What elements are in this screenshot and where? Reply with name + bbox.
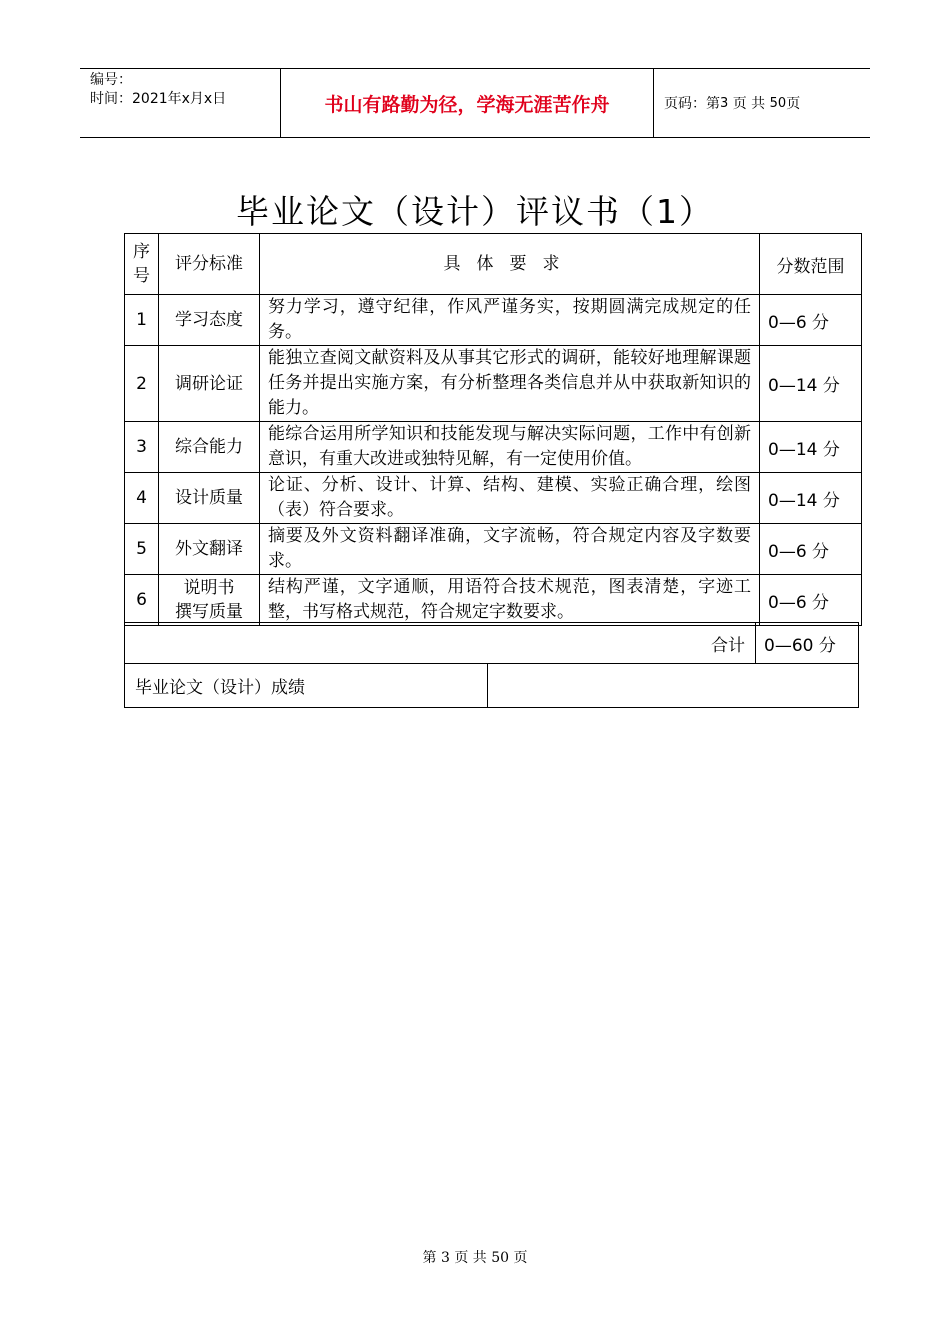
total-label: 合计 — [125, 623, 756, 664]
summary-table — [124, 622, 859, 708]
grade-row — [125, 664, 859, 708]
page-current: 3 — [720, 95, 729, 111]
table-row — [125, 295, 862, 346]
time-label: 时间：2021年x月x日 — [90, 91, 227, 107]
footer-mid: 页 共 — [454, 1250, 487, 1266]
document-title: 毕业论文（设计）评议书（1） — [236, 192, 714, 231]
evaluation-table — [124, 233, 862, 626]
row-number: 5 — [125, 524, 159, 575]
row-number: 6 — [125, 575, 159, 626]
row-standard: 综合能力 — [159, 422, 260, 473]
row-score: 0—6 分 — [760, 295, 862, 346]
row-requirement: 努力学习，遵守纪律，作风严谨务实，按期圆满完成规定的任务。 — [260, 295, 760, 346]
table-row — [125, 422, 862, 473]
header-motto: 书山有路勤为径，学海无涯苦作舟 — [281, 69, 654, 137]
row-number: 1 — [125, 295, 159, 346]
row-requirement: 能综合运用所学知识和技能发现与解决实际问题，工作中有创新意识，有重大改进或独特见解，有一定使用价值。 — [260, 422, 760, 473]
row-score: 0—14 分 — [760, 422, 862, 473]
row-score: 0—6 分 — [760, 575, 862, 626]
row-requirement: 结构严谨，文字通顺，用语符合技术规范，图表清楚，字迹工整，书写格式规范，符合规定字数要求。 — [260, 575, 760, 626]
row-standard: 外文翻译 — [159, 524, 260, 575]
table-row — [125, 575, 862, 626]
row-requirement: 摘要及外文资料翻译准确，文字流畅，符合规定内容及字数要求。 — [260, 524, 760, 575]
row-score: 0—14 分 — [760, 473, 862, 524]
page-prefix: 页码：第 — [664, 96, 720, 112]
total-row — [125, 623, 859, 664]
grade-value[interactable] — [488, 664, 859, 708]
grade-label: 毕业论文（设计）成绩 — [125, 664, 488, 708]
footer-suffix: 页 — [513, 1250, 528, 1266]
number-label: 编号： — [90, 72, 132, 88]
page-mid: 页 共 — [732, 96, 766, 112]
table-header-row — [125, 234, 862, 295]
row-number: 2 — [125, 346, 159, 422]
header-page-info — [654, 69, 870, 137]
table-row — [125, 346, 862, 422]
row-standard: 说明书 撰写质量 — [159, 575, 260, 626]
row-requirement: 论证、分析、设计、计算、结构、建模、实验正确合理，绘图（表）符合要求。 — [260, 473, 760, 524]
footer-current: 3 — [440, 1250, 450, 1266]
page-header — [80, 68, 870, 138]
page-footer — [0, 1247, 950, 1267]
header-no: 序 号 — [125, 234, 159, 295]
header-standard: 评分标准 — [159, 234, 260, 295]
header-meta — [80, 69, 281, 137]
page-total: 50 — [769, 95, 787, 111]
table-row — [125, 473, 862, 524]
footer-total: 50 — [491, 1250, 510, 1266]
header-score: 分数范围 — [760, 234, 862, 295]
row-number: 4 — [125, 473, 159, 524]
row-requirement: 能独立查阅文献资料及从事其它形式的调研，能较好地理解课题任务并提出实施方案，有分析整理各类信息并从中获取新知识的能力。 — [260, 346, 760, 422]
row-score: 0—14 分 — [760, 346, 862, 422]
row-standard: 设计质量 — [159, 473, 260, 524]
row-number: 3 — [125, 422, 159, 473]
page-suffix: 页 — [786, 96, 801, 112]
row-standard: 学习态度 — [159, 295, 260, 346]
footer-prefix: 第 — [422, 1250, 437, 1266]
row-score: 0—6 分 — [760, 524, 862, 575]
total-value: 0—60 分 — [756, 623, 859, 664]
row-standard: 调研论证 — [159, 346, 260, 422]
table-row — [125, 524, 862, 575]
header-requirement: 具体要求 — [260, 234, 760, 295]
